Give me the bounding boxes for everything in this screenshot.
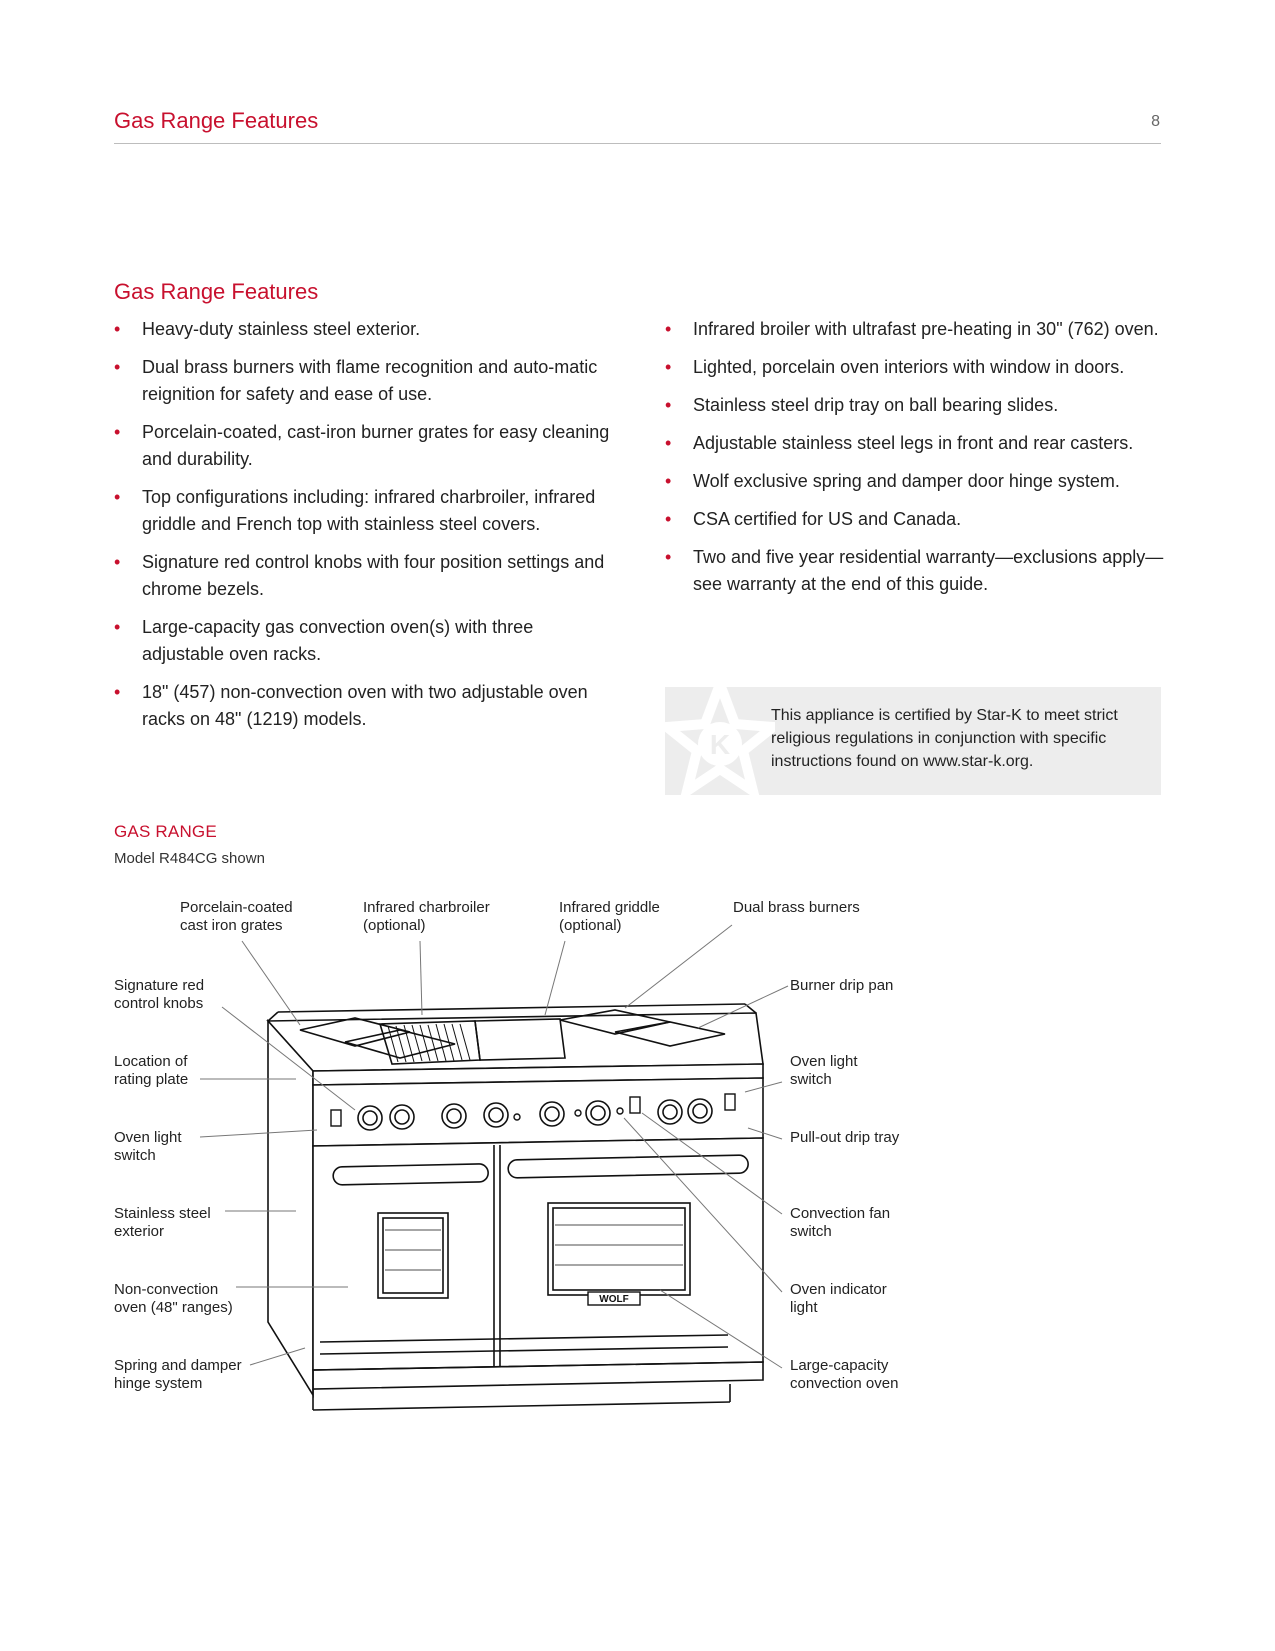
figure-title: GAS RANGE — [114, 822, 217, 841]
label-signature-knobs: Signature red control knobs — [114, 977, 205, 1012]
list-item: • Heavy-duty stainless steel exterior. — [114, 316, 614, 343]
list-item: • Wolf exclusive spring and damper door hinge system. — [665, 468, 1175, 495]
wolf-badge — [588, 1292, 640, 1305]
label-infrared-griddle: Infrared griddle (optional) — [559, 899, 660, 934]
list-item: • Signature red control knobs with four position settings and chrome bezels. — [114, 549, 614, 603]
svg-text:WOLF: WOLF — [599, 1294, 629, 1305]
label-convection-fan-switch: Convection fan switch — [790, 1205, 891, 1240]
label-oven-light-switch-left: Oven light switch — [114, 1129, 182, 1164]
bullet-icon: • — [665, 547, 672, 567]
list-item: • Infrared broiler with ultrafast pre-heating in 30" (762) oven. — [665, 316, 1175, 343]
figure-subtitle: Model R484CG shown — [114, 850, 265, 867]
label-rating-plate: Location of rating plate — [114, 1053, 189, 1088]
bullet-icon: • — [114, 682, 121, 702]
list-item: • Dual brass burners with flame recognition and auto-matic reignition for safety and ease of use. — [114, 354, 614, 408]
label-nonconvection-oven: Non-convection oven (48" ranges) — [114, 1281, 233, 1316]
label-spring-damper-hinge: Spring and damper hinge system — [114, 1357, 242, 1392]
list-item: • Top configurations including: infrared charbroiler, infrared griddle and French top with stainless steel covers. — [114, 484, 614, 538]
list-item: • Stainless steel drip tray on ball bearing slides. — [665, 392, 1175, 419]
page-number: 8 — [1151, 113, 1160, 130]
star-k-text: This appliance is certified by Star-K to meet strict religious regulations in conjunction with specific instructions found on www.star-k.org. — [771, 707, 1118, 770]
list-item: • Adjustable stainless steel legs in front and rear casters. — [665, 430, 1175, 457]
bullet-icon: • — [665, 509, 672, 529]
list-item: • Porcelain-coated, cast-iron burner grates for easy cleaning and durability. — [114, 419, 614, 473]
bullet-icon: • — [665, 357, 672, 377]
label-oven-indicator-light: Oven indicator light — [790, 1281, 887, 1316]
bullet-icon: • — [114, 357, 121, 377]
section-title: Gas Range Features — [114, 279, 319, 304]
bullet-icon: • — [665, 319, 672, 339]
label-stainless-exterior: Stainless steel exterior — [114, 1205, 211, 1240]
header-title: Gas Range Features — [114, 108, 319, 133]
list-item: • 18" (457) non-convection oven with two adjustable oven racks on 48" (1219) models. — [114, 679, 614, 733]
list-item: • Large-capacity gas convection oven(s) with three adjustable oven racks. — [114, 614, 614, 668]
bullet-icon: • — [114, 319, 121, 339]
label-infrared-charbroiler: Infrared charbroiler (optional) — [363, 899, 490, 934]
bullet-icon: • — [665, 471, 672, 491]
label-pullout-drip-tray: Pull-out drip tray — [790, 1129, 900, 1146]
bullet-icon: • — [114, 422, 121, 442]
label-oven-light-switch-right: Oven light switch — [790, 1053, 858, 1088]
list-item: • CSA certified for US and Canada. — [665, 506, 1175, 533]
range-illustration — [268, 1004, 763, 1410]
list-item: • Two and five year residential warranty—exclusions apply—see warranty at the end of this guide. — [665, 544, 1175, 598]
bullet-icon: • — [665, 395, 672, 415]
bullet-icon: • — [114, 487, 121, 507]
label-dual-brass-burners: Dual brass burners — [733, 899, 860, 916]
bullet-icon: • — [114, 552, 121, 572]
bullet-icon: • — [665, 433, 672, 453]
label-large-capacity-oven: Large-capacity convection oven — [790, 1357, 899, 1392]
list-item: • Lighted, porcelain oven interiors with window in doors. — [665, 354, 1175, 381]
bullet-icon: • — [114, 617, 121, 637]
svg-text:K: K — [709, 729, 731, 760]
label-burner-drip-pan: Burner drip pan — [790, 977, 894, 994]
label-porcelain-grates: Porcelain-coated cast iron grates — [180, 899, 293, 934]
